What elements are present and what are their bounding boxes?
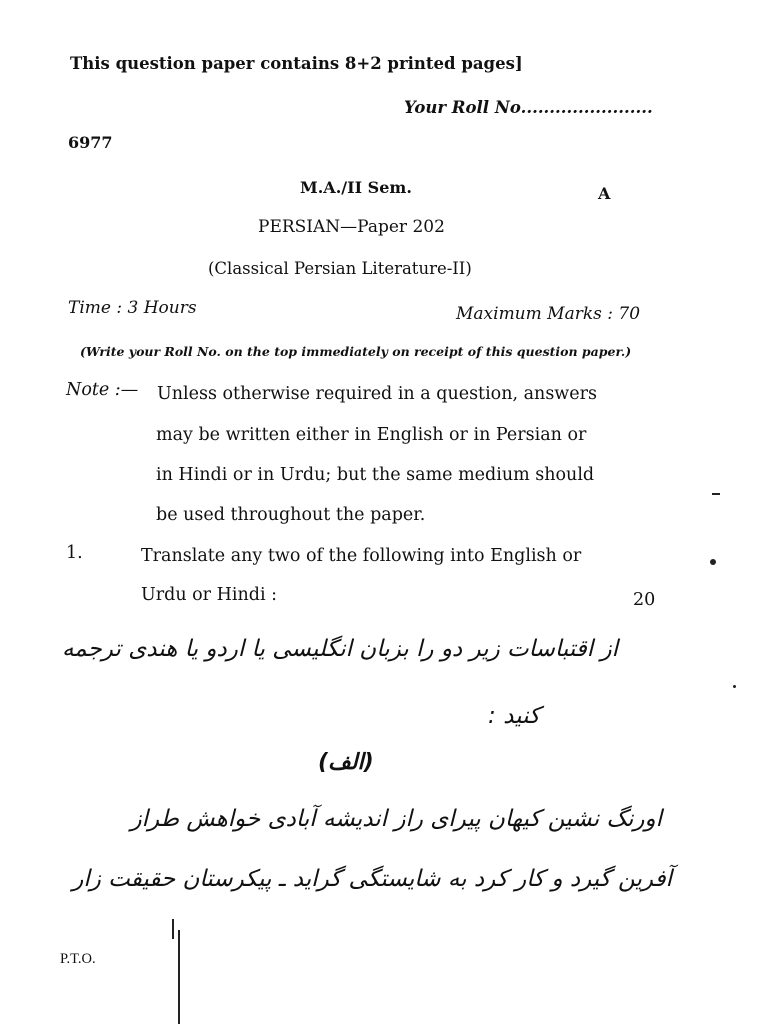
- note-line: Unless otherwise required in a question, answers: [157, 384, 597, 404]
- question-number: 1.: [66, 543, 83, 563]
- paper-title: PERSIAN—Paper 202: [258, 217, 445, 237]
- urdu-section-heading: (الف): [318, 750, 374, 775]
- course-title: M.A./II Sem.: [300, 178, 412, 197]
- question-marks: 20: [633, 590, 656, 610]
- note-line: in Hindi or in Urdu; but the same medium should: [156, 465, 595, 485]
- page-turn-over: P.T.O.: [60, 951, 96, 967]
- maximum-marks: Maximum Marks : 70: [456, 304, 641, 324]
- urdu-passage-line: اورنگ نشین کیهان پیرای راز اندیشه آبادی خواهش طراز: [130, 806, 662, 832]
- scan-artifact-dash: [712, 493, 720, 495]
- pages-count-note: This question paper contains 8+2 printed pages]: [70, 54, 523, 73]
- note-line: may be written either in English or in Persian or: [156, 425, 587, 445]
- scan-artifact-dot: [710, 559, 716, 565]
- paper-code: 6977: [68, 133, 113, 152]
- scan-artifact-dot: [733, 685, 736, 688]
- question-text-line: Urdu or Hindi :: [141, 585, 278, 605]
- urdu-passage-line: آفرین گیرد و کار کرد به شایستگی گراید ـ پیکرستان حقیقت زار: [72, 866, 672, 892]
- scan-artifact-line: [178, 930, 180, 1024]
- question-text-line: Translate any two of the following into English or: [141, 546, 582, 566]
- urdu-instruction-line: از اقتباسات زیر دو را بزبان انگلیسی یا اردو یا هندی ترجمه: [61, 636, 618, 662]
- note-line: be used throughout the paper.: [156, 505, 426, 525]
- note-label: Note :—: [66, 380, 139, 400]
- roll-number-instruction: (Write your Roll No. on the top immediately on receipt of this question paper.): [80, 344, 632, 359]
- set-letter: A: [598, 184, 611, 203]
- exam-time: Time : 3 Hours: [68, 298, 197, 318]
- scan-artifact-line: [172, 919, 174, 939]
- roll-number-field: Your Roll No.......................: [404, 98, 653, 117]
- paper-subtitle: (Classical Persian Literature-II): [208, 259, 472, 278]
- urdu-instruction-line: کنید :: [488, 703, 540, 729]
